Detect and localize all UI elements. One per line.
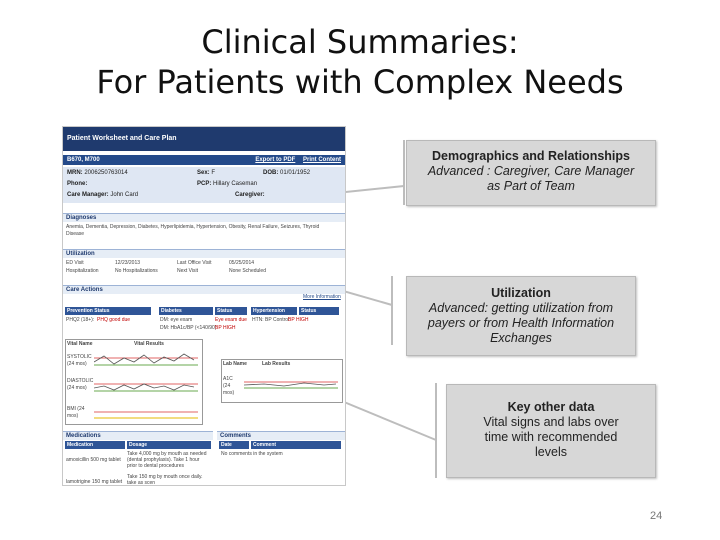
care-manager-label: Care Manager: (67, 192, 109, 198)
vital-diastolic: DIASTOLIC (24 mos) (67, 378, 94, 391)
callout-utilization-heading: Utilization (491, 286, 551, 300)
patient-worksheet (62, 126, 346, 486)
dosage-col-header: Dosage (127, 441, 211, 449)
print-content-link[interactable]: Print Content (303, 157, 341, 163)
diabetes-status-header: Status (215, 307, 247, 315)
comments-date-header: Date (219, 441, 249, 449)
diabetes-row1-status: Eye exam due (215, 317, 247, 323)
vitals-table (65, 339, 203, 425)
callout-utilization-line3: Exchanges (490, 331, 552, 345)
care-manager-value: John Card (110, 192, 139, 198)
callout-key-data-heading: Key other data (507, 400, 595, 414)
callout-utilization (406, 276, 636, 356)
lab-sparkline (244, 372, 340, 400)
mrn-label: MRN: (67, 170, 83, 176)
diagnoses-text: Anemia, Dementia, Depression, Diabetes, Hyperlipidemia, Hypertension, Obesity, Renal Failure, Seizures, Thyroid (66, 224, 320, 230)
dob-label: DOB: (263, 170, 279, 176)
care-actions-header: Care Actions (63, 285, 345, 294)
sex-label: Sex: (197, 170, 210, 176)
patient-id: B670, M700 (67, 157, 100, 163)
slide-title-line2: For Patients with Complex Needs (96, 63, 624, 101)
ed-visit-label: ED Visit (66, 260, 84, 266)
page-number: 24 (650, 510, 663, 522)
utilization-header: Utilization (63, 249, 345, 258)
medication-col-header: Medication (65, 441, 125, 449)
prevention-status: PHQ good due (97, 317, 131, 323)
last-office-visit-value: 05/25/2014 (229, 260, 255, 266)
callout-key-data (446, 384, 656, 478)
medications-header: Medications (63, 431, 213, 440)
comments-empty: No comments in the system (221, 451, 283, 457)
med2-dosage: Take 150 mg by mouth once daily. take as scen (127, 474, 203, 486)
vital-systolic: SYSTOLIC (24 mos) (67, 354, 92, 367)
last-office-visit-label: Last Office Visit (177, 260, 212, 266)
hospitalization-label: Hospitalization (66, 268, 99, 274)
diabetes-row2-status: BP HIGH (215, 325, 236, 331)
caregiver-label: Caregiver: (235, 192, 265, 198)
more-information-link[interactable]: More Information (303, 294, 341, 300)
prevention-status-header: Prevention Status (65, 307, 151, 315)
lab-results-header: Lab Results (262, 361, 291, 367)
export-pdf-link[interactable]: Export to PDF (255, 157, 296, 163)
labs-table (221, 359, 343, 403)
diabetes-header: Diabetes (159, 307, 213, 315)
callout-demographics-heading: Demographics and Relationships (432, 149, 630, 163)
callout-key-data-line1: Vital signs and labs over (483, 415, 619, 429)
callout-demographics-line2: as Part of Team (487, 179, 575, 193)
mrn-value: 2006250763014 (84, 170, 128, 176)
callout-utilization-line1: Advanced: getting utilization from (428, 301, 614, 315)
callout-demographics-line1: Advanced : Caregiver, Care Manager (427, 164, 635, 178)
next-visit-value: None Scheduled (229, 268, 266, 274)
hypertension-status-header: Status (299, 307, 339, 315)
comments-header: Comments (217, 431, 345, 440)
worksheet-title: Patient Worksheet and Care Plan (63, 127, 345, 151)
sex-value: F (211, 170, 216, 176)
ed-visit-value: 12/23/2013 (115, 260, 141, 266)
med1-dosage: Take 4,000 mg by mouth as needed (dental prophylaxis). Take 1 hour prior to dental procedures (127, 451, 207, 469)
med2-name: lamotrigine 150 mg tablet (66, 479, 123, 485)
hypertension-row: HTN: BP Control (252, 317, 290, 323)
vital-bmi: BMI (24 mos) (67, 406, 85, 419)
hypertension-header: Hypertension (251, 307, 297, 315)
demographics-section (63, 167, 345, 203)
lab-name-header: Lab Name (223, 361, 247, 367)
next-visit-label: Next Visit (177, 268, 199, 274)
callout-utilization-line2: payers or from Health Information (427, 316, 615, 330)
lab-a1c: A1C (24 mos) (223, 376, 235, 396)
phone-label: Phone: (67, 181, 88, 187)
med1-name: amoxicillin 500 mg tablet (66, 457, 121, 463)
vital-sparklines (94, 348, 202, 428)
prevention-item: PHQ2 (18+): (66, 317, 95, 323)
hypertension-row-status: BP HIGH (288, 317, 309, 323)
hospitalization-value: No Hospitalizations (115, 268, 158, 274)
comments-comment-header: Comment (251, 441, 341, 449)
callout-key-data-line3: levels (535, 445, 567, 459)
pcp-label: PCP: (197, 181, 212, 187)
slide-title-line1: Clinical Summaries: (201, 23, 519, 61)
callout-demographics (406, 140, 656, 206)
dob-value: 01/01/1952 (280, 170, 311, 176)
callout-key-data-line2: time with recommended (484, 430, 618, 444)
diabetes-row1: DM: eye exam (160, 317, 193, 323)
vital-name-header: Vital Name (67, 341, 93, 347)
vital-results-header: Vital Results (134, 341, 164, 347)
diagnoses-text-cont: Disease (66, 231, 85, 237)
diabetes-row2: DM: HbA1c/BP (<140/90) (160, 325, 217, 331)
pcp-value: Hillary Caseman (213, 181, 258, 187)
patient-bar (63, 155, 345, 165)
diagnoses-header: Diagnoses (63, 213, 345, 222)
